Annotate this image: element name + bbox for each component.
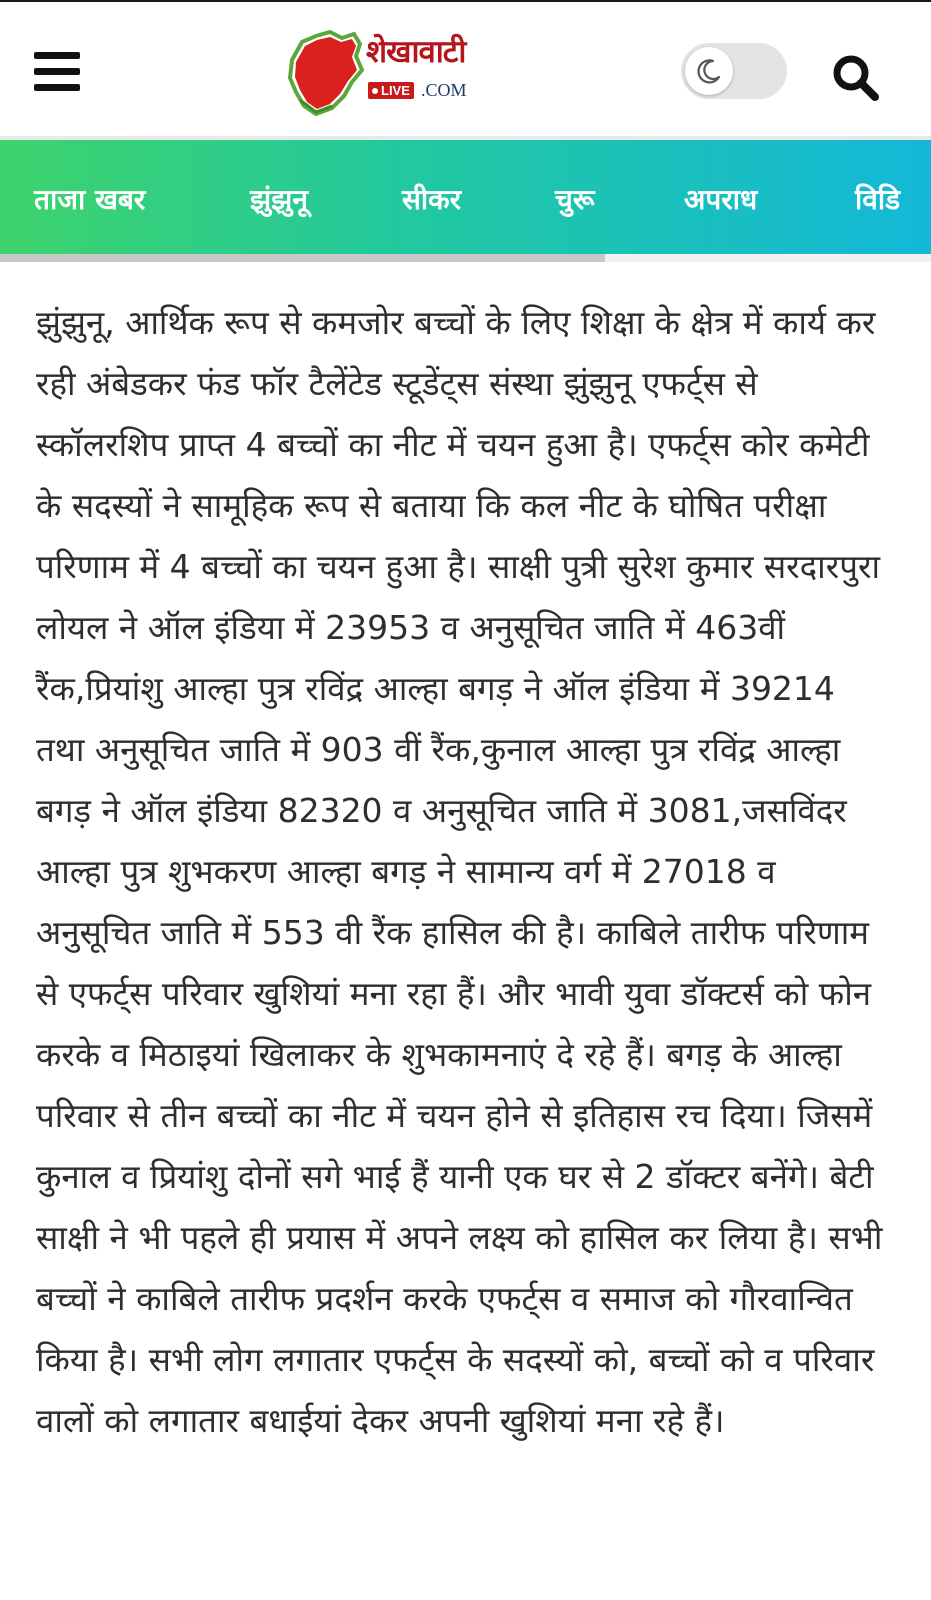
live-label: LIVE — [381, 83, 410, 98]
moon-icon — [695, 57, 723, 85]
nav-scrollbar[interactable] — [0, 254, 931, 262]
nav-item-crime[interactable]: अपराध — [684, 183, 758, 216]
hamburger-menu-icon[interactable] — [34, 52, 80, 92]
menu-bar — [34, 52, 80, 59]
live-dot-icon — [372, 88, 378, 94]
search-button[interactable] — [830, 52, 882, 104]
nav-item-latest-news[interactable]: ताजा खबर — [34, 183, 146, 216]
search-icon — [830, 52, 882, 104]
nav-item-churu[interactable]: चुरू — [555, 183, 595, 216]
article-content — [36, 292, 886, 1451]
logo-domain-suffix: .COM — [421, 80, 467, 100]
nav-item-sikar[interactable]: सीकर — [402, 183, 462, 216]
toggle-knob — [685, 47, 733, 95]
category-nav — [0, 140, 931, 254]
live-badge — [368, 82, 414, 99]
site-header — [0, 0, 931, 136]
site-logo[interactable] — [286, 24, 486, 120]
nav-item-video[interactable]: विडि — [855, 183, 901, 216]
menu-bar — [34, 68, 80, 75]
dark-mode-toggle[interactable] — [681, 43, 787, 99]
nav-item-jhunjhunu[interactable]: झुंझुनू — [250, 183, 308, 216]
logo-title: शेखावाटी — [366, 34, 466, 70]
rajasthan-map-logo-icon — [286, 30, 364, 116]
menu-bar — [34, 84, 80, 91]
nav-scrollbar-thumb[interactable] — [0, 254, 605, 262]
article-body: झुंझुनू, आर्थिक रूप से कमजोर बच्चों के लिए शिक्षा के क्षेत्र में कार्य कर रही अंबेडकर फंड फॉर टैलेंटेड स्टूडेंट्स संस्था झुंझुनू एफर्ट्स से स्कॉलरशिप प्राप्त 4 बच्चों का नीट में चयन हुआ है। एफर्ट्स कोर कमेटी के सदस्यों ने सामूहिक रूप से बताया कि कल नीट के घोषित परीक्षा परिणाम में 4 बच्चों का चयन हुआ है। साक्षी पुत्री सुरेश कुमार सरदारपुरा लोयल ने ऑल इंडिया में 23953 व अनुसूचित जाति में 463वीं रैंक,प्रियांशु आल्हा पुत्र रविंद्र आल्हा बगड़ ने ऑल इंडिया में 39214 तथा अनुसूचित जाति में 903 वीं रैंक,कुनाल आल्हा पुत्र रविंद्र आल्हा बगड़ ने ऑल इंडिया 82320 व अनुसूचित जाति में 3081,जसविंदर आल्हा पुत्र शुभकरण आल्हा बगड़ ने सामान्य वर्ग में 27018 व अनुसूचित जाति में 553 वी रैंक हासिल की है। काबिले तारीफ परिणाम से एफर्ट्स परिवार खुशियां मना रहा हैं। और भावी युवा डॉक्टर्स को फोन करके व मिठाइयां खिलाकर के शुभकामनाएं दे रहे हैं। बगड़ के आल्हा परिवार से तीन बच्चों का नीट में चयन होने से इतिहास रच दिया। जिसमें कुनाल व प्रियांशु दोनों सगे भाई हैं यानी एक घर से 2 डॉक्टर बनेंगे। बेटी साक्षी ने भी पहले ही प्रयास में अपने लक्ष्य को हासिल कर लिया है। सभी बच्चों ने काबिले तारीफ प्रदर्शन करके एफर्ट्स व समाज को गौरवान्वित किया है। सभी लोग लगातार एफर्ट्स के सदस्यों को, बच्चों को व परिवार वालों को लगातार बधाईयां देकर अपनी खुशियां मना रहे हैं। — [36, 303, 883, 1440]
